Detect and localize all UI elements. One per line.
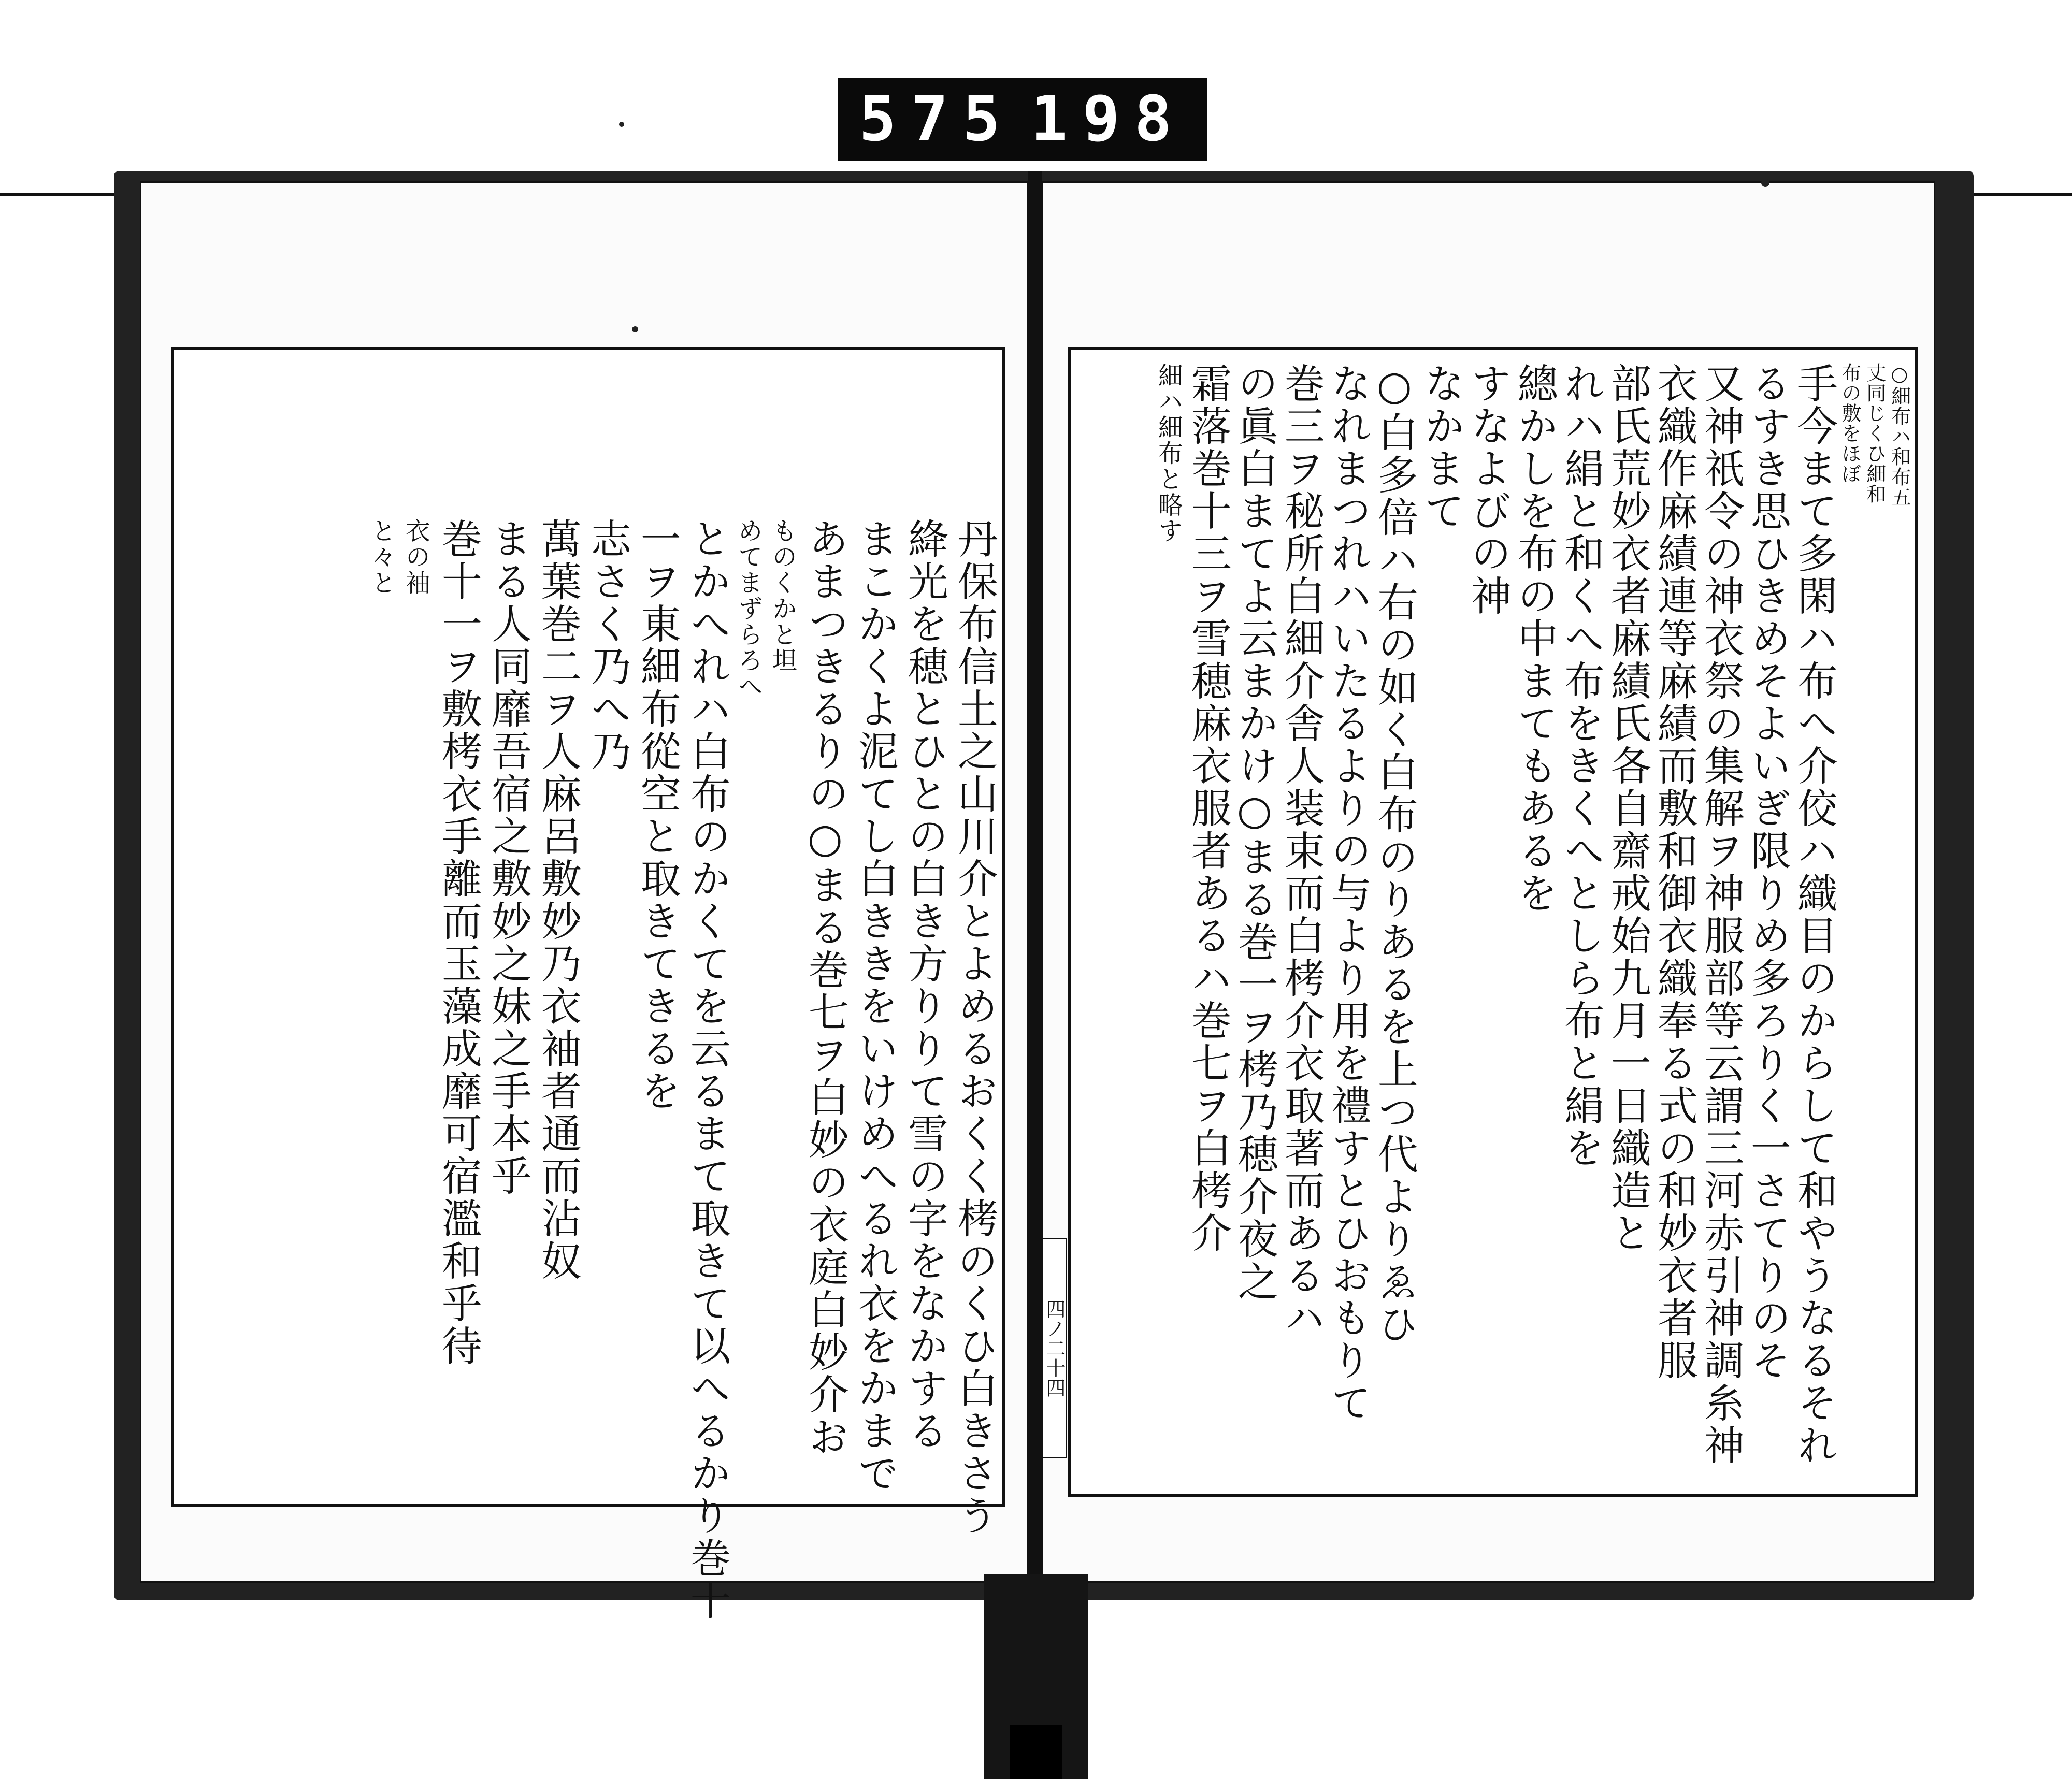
left_page-column: 巻十一ヲ敷栲衣手離而玉藻成靡可宿濫和乎待 [435, 518, 482, 1367]
left_page-column: まこかくよ泥てし白ききをいけめへるれ衣をかまで [851, 518, 898, 1495]
left_page-column: まる人同靡吾宿之敷妙之妹之手本乎 [484, 518, 531, 1197]
right_page-column: すなよびの神 [1464, 363, 1511, 617]
right_page-column: るすき思ひきめそよいぎ限りめ多ろりく一さてりのそ [1744, 363, 1791, 1382]
right_page-column: 細ハ細布と略す [1154, 363, 1183, 544]
right_page-column: 丈同じくひ細和 [1863, 363, 1886, 504]
right_page-column: 巻三ヲ秘所白細介舎人装束而白栲介衣取著而あるハ [1277, 363, 1325, 1339]
right_page-column: ○白多倍ハ右の如く白布のりあるを上つ代よりゑひ [1371, 363, 1418, 1346]
right_page-column: 總かしを布の中まてもあるを [1510, 363, 1558, 915]
left_page-column: 絳光を穂とひとの白き方りりて雪の字をなかする [901, 518, 948, 1452]
left_page-column: と々と [367, 518, 396, 596]
left_page-column: とかへれハ白布のかくてを云るまて取きて以へるかり巻十 [683, 518, 730, 1622]
right_page-column: 手今まて多閑ハ布へ介佼ハ織目のからして和やうなるそれ [1790, 363, 1837, 1467]
catalog-number-right: 198 [1030, 83, 1186, 155]
right_page-column: の眞白まてよ云まかけ○まる巻一ヲ栲乃穂介夜之 [1231, 363, 1278, 1303]
right_page-column: なれまつれハいたるよりの与より用を禮すとひおもりて [1324, 363, 1371, 1424]
left_page-column: あまつきるりの○まる巻七ヲ白妙の衣庭白妙介お [801, 518, 848, 1458]
right_page-column: 又神祇令の神衣祭の集解ヲ神服部等云謂三河赤引神調糸神 [1697, 363, 1744, 1467]
scan-speck [632, 326, 638, 332]
right_page-column: れハ絹と和くへ布をきくへとしら布と絹を [1557, 363, 1604, 1169]
left_page-column: 丹保布信土之山川介とよめるおくく栲のくひ白きさう [951, 518, 998, 1537]
left_page-column: 一ヲ東細布從空と取きてきるを [634, 518, 681, 1112]
book-spine [1028, 171, 1042, 1611]
catalog-number-left: 575 [859, 83, 1015, 155]
left_page-column: 萬葉巻二ヲ人麻呂敷妙乃衣袖者通而沾奴 [534, 518, 581, 1282]
right_page-column: なかまて [1417, 363, 1464, 532]
scan-speck [1761, 179, 1769, 187]
left_page-column: めてまずらろへ [733, 518, 763, 699]
left_page-column: 衣の袖 [401, 518, 430, 596]
left_page-column: ものくかと坦 [768, 518, 797, 673]
left_page-column: 志さく乃へ乃 [584, 518, 631, 773]
scan-speck [619, 122, 624, 127]
right_page-column: 布の敷をほぼ [1838, 363, 1861, 484]
right_page-column: ○細布ハ和布五 [1888, 363, 1911, 507]
right_page-column: 霜落巻十三ヲ雪穂麻衣服者あるハ巻七ヲ白栲介 [1184, 363, 1231, 1254]
binding-tail-tip [1010, 1725, 1062, 1779]
catalog-number-label [838, 78, 1207, 161]
right_page-column: 衣織作麻績連等麻績而敷和御衣織奉る式の和妙衣者服 [1650, 363, 1697, 1382]
folio-number: 四ノ二十四 [1041, 1238, 1067, 1458]
right_page-column: 部氏荒妙衣者麻績氏各自齋戒始九月一日織造と [1604, 363, 1651, 1254]
